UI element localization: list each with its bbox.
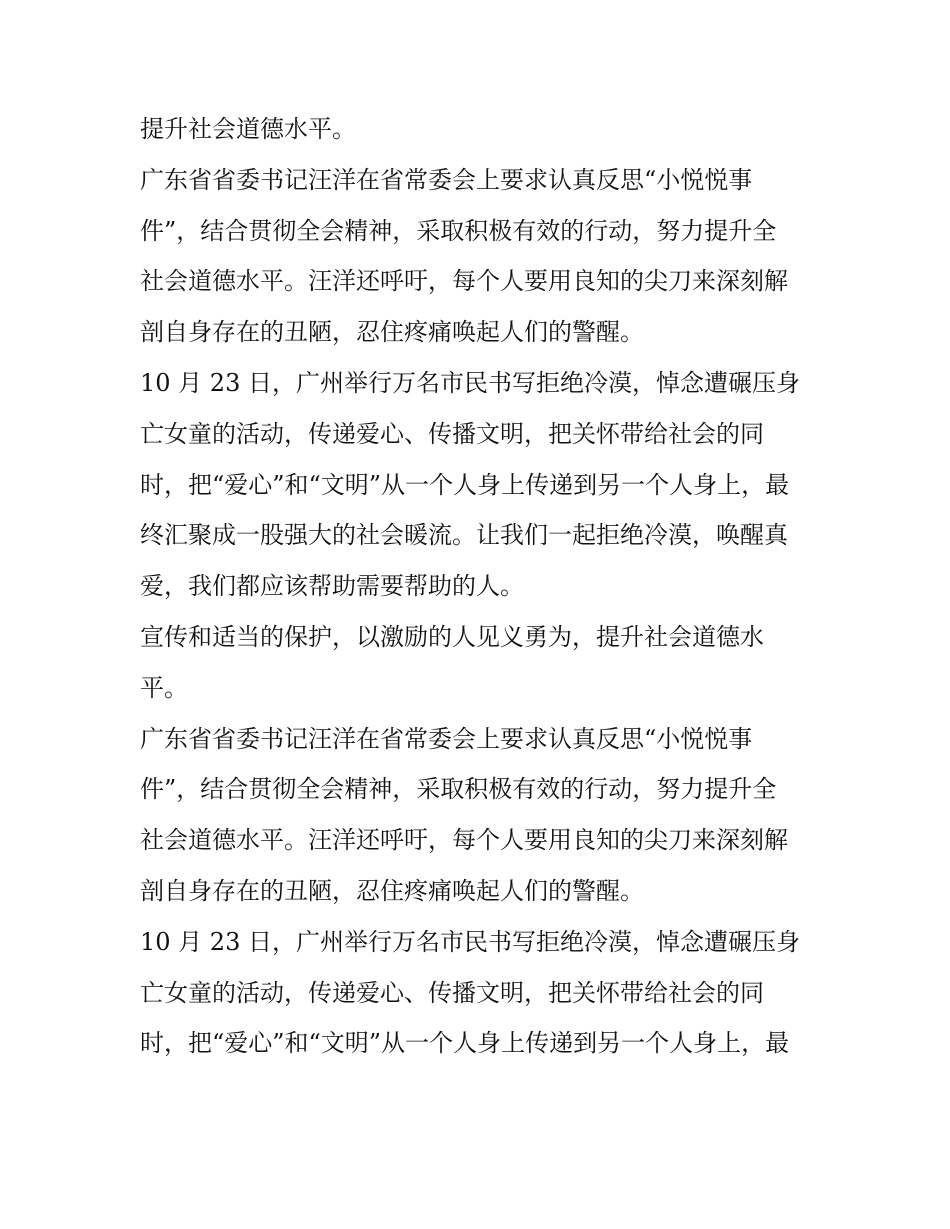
- text-line: 10 月 23 日，广州举行万名市民书写拒绝冷漠，悼念遭碾压身: [140, 368, 800, 397]
- text-line: 宣传和适当的保护，以激励的人见义勇为，提升社会道德水: [140, 622, 764, 651]
- text-line: 提升社会道德水平。: [140, 115, 356, 143]
- text-line: 平。: [140, 673, 188, 702]
- text-line: 广东省省委书记汪洋在省常委会上要求认真反思“小悦悦事: [140, 165, 753, 194]
- document-body: [140, 104, 820, 1069]
- text-line: 爱，我们都应该帮助需要帮助的人。: [140, 572, 524, 601]
- text-line: 亡女童的活动，传递爱心、传播文明，把关怀带给社会的同: [140, 978, 764, 1007]
- text-line: 剖自身存在的丑陋，忍住疼痛唤起人们的警醒。: [140, 318, 644, 347]
- text-line: 终汇聚成一股强大的社会暖流。让我们一起拒绝冷漠，唤醒真: [140, 521, 788, 550]
- text-line: 时，把“爱心”和“文明”从一个人身上传递到另一个人身上，最: [140, 1029, 790, 1058]
- text-line: 社会道德水平。汪洋还呼吁，每个人要用良知的尖刀来深刻解: [140, 267, 788, 296]
- text-line: 社会道德水平。汪洋还呼吁，每个人要用良知的尖刀来深刻解: [140, 826, 788, 855]
- text-line: 件”，结合贯彻全会精神，采取积极有效的行动，努力提升全: [140, 216, 777, 245]
- text-line: 10 月 23 日，广州举行万名市民书写拒绝冷漠，悼念遭碾压身: [140, 927, 800, 956]
- text-line: 亡女童的活动，传递爱心、传播文明，把关怀带给社会的同: [140, 419, 764, 448]
- text-line: 件”，结合贯彻全会精神，采取积极有效的行动，努力提升全: [140, 775, 777, 804]
- text-line: 广东省省委书记汪洋在省常委会上要求认真反思“小悦悦事: [140, 724, 753, 753]
- text-line: 时，把“爱心”和“文明”从一个人身上传递到另一个人身上，最: [140, 470, 790, 499]
- text-line: 剖自身存在的丑陋，忍住疼痛唤起人们的警醒。: [140, 876, 644, 905]
